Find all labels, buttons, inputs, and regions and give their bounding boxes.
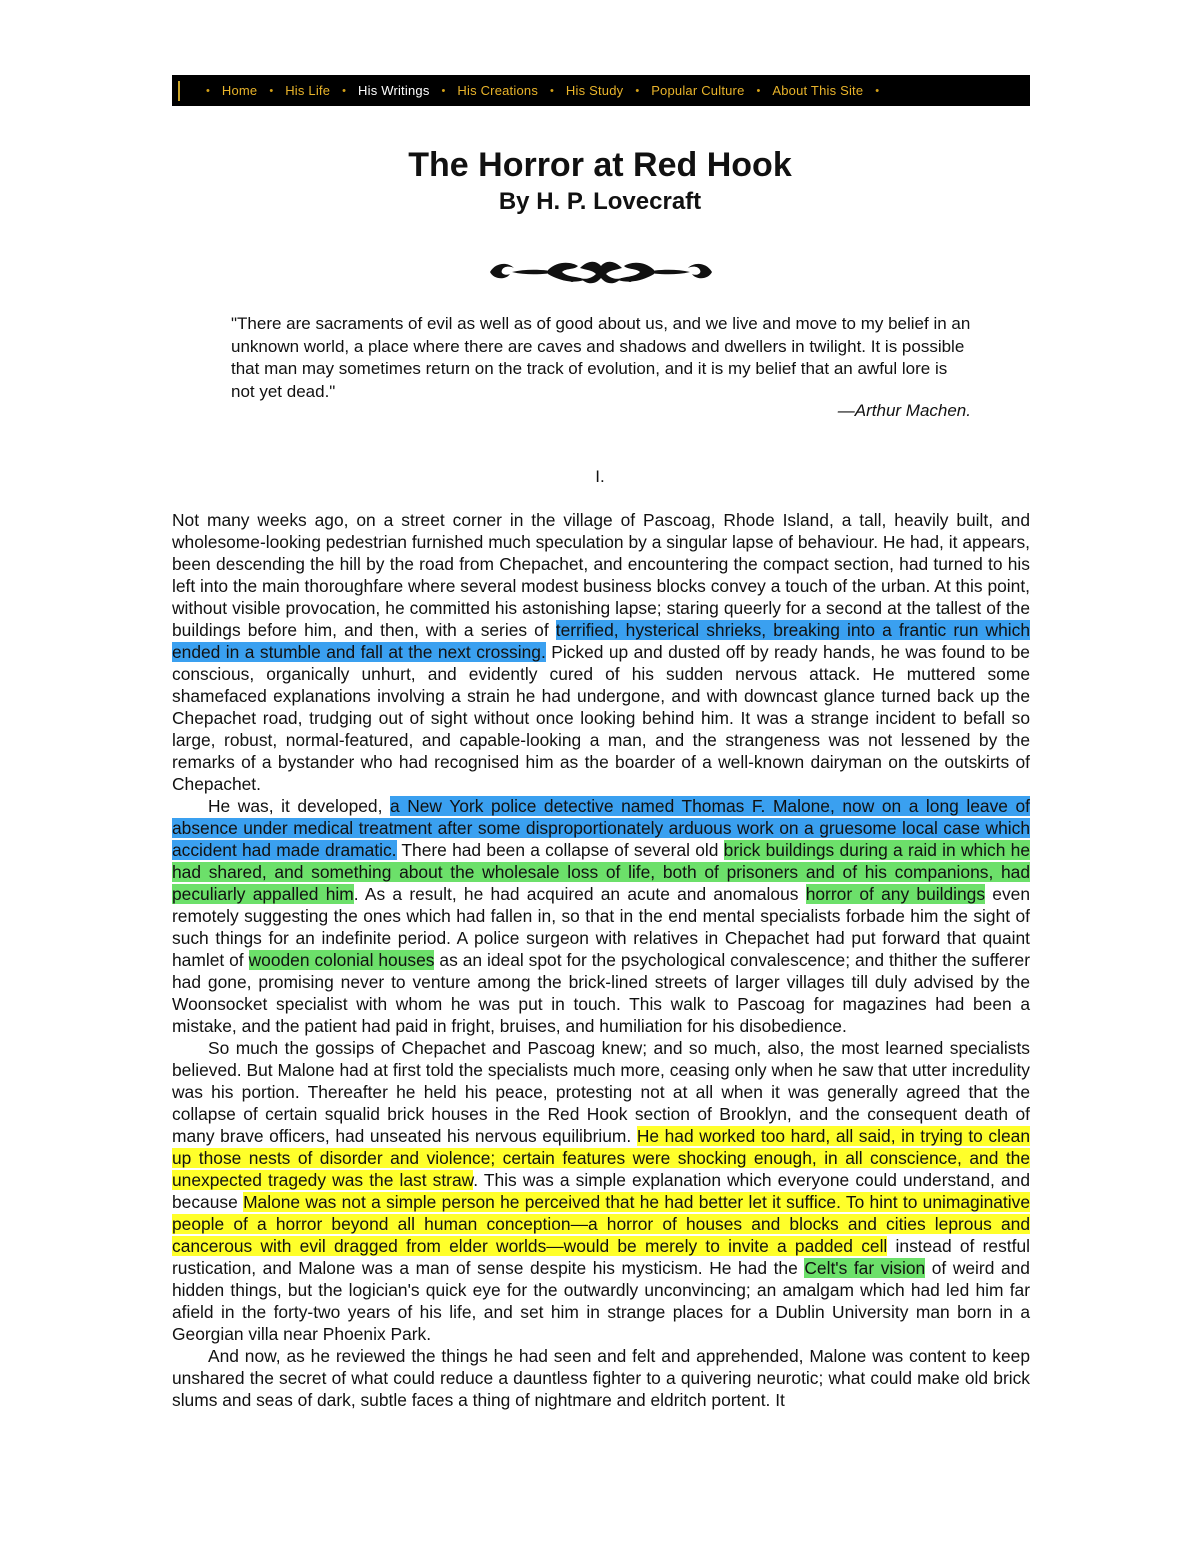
nav-separator: •	[635, 84, 640, 97]
epigraph-attribution: —Arthur Machen.	[837, 401, 971, 420]
highlighted-text: brick buildings during a raid in which he had shared, and something about the wholesale loss of life, both of prisoners and of his companions, had peculiarly appalled him	[172, 840, 1030, 904]
nav-link-his-study[interactable]: His Study	[565, 83, 624, 98]
nav-separator: •	[550, 84, 554, 97]
paragraph	[172, 1037, 1030, 1345]
highlighted-text: He had worked too hard, all said, in trying to clean up those nests of disorder and violence; certain features were shocking enough, in all conscience, and the unexpected tragedy was the last straw	[172, 1126, 1030, 1190]
nav-link-his-creations[interactable]: His Creations	[457, 83, 539, 98]
text-segment: So much the gossips of Chepachet and Pascoag knew; and so much, also, the most learned specialists believed. But Malone had at first told the specialists much more, ceasing only when he saw that utter incredulity was his portion. Thereafter he held his peace, protesting not at all when it was generally agreed that the collapse of certain squalid brick houses in the Red Hook section of Brooklyn, and the consequent death of many brave officers, had unseated his nervous equilibrium.	[172, 1038, 1030, 1146]
text-segment: . This was a simple explanation which everyone could understand, and because	[172, 1170, 1030, 1212]
story-body	[172, 509, 1030, 1411]
nav-separator: •	[342, 84, 347, 97]
nav-left-edge	[178, 81, 180, 101]
text-segment: There had been a collapse of several old	[396, 840, 724, 860]
highlighted-text: horror of any buildings	[805, 884, 986, 904]
text-segment: instead of restful rustication, and Malone was a man of sense despite his mysticism. He had the	[172, 1236, 1030, 1278]
text-segment: And now, as he reviewed the things he had seen and felt and apprehended, Malone was content to keep unshared the secret of what could reduce a dauntless fighter to a quivering neurotic; what could make old brick slums and seas of dark, subtle faces a thing of nightmare and eldritch portent. It	[172, 1346, 1030, 1410]
text-segment: . As a result, he had acquired an acute and anomalous	[353, 884, 806, 904]
highlighted-text: a New York police detective named Thomas F. Malone, now on a long leave of absence under medical treatment after some disproportionately arduous work on a gruesome local case which accident had made dramatic.	[172, 796, 1030, 860]
text-segment: as an ideal spot for the psychological convalescence; and thither the sufferer had gone, promising never to venture among the brick-lined streets of larger villages till duly advised by the Woonsocket specialist with whom he was put in touch. This walk to Pascoag for magazines had been a mistake, and the patient had paid in fright, bruises, and humiliation for his disobedience.	[172, 950, 1030, 1036]
text-segment: Picked up and dusted off by ready hands, he was found to be conscious, organically unhurt, and evidently cured of his sudden nervous attack. He muttered some shamefaced explanations involving a strain he had undergone, and with downcast glance turned back up the Chepachet road, trudging out of sight without once looking behind him. It was a strange incident to befall so large, robust, normal-featured, and capable-looking a man, and the strangeness was not lessened by the remarks of a bystander who had recognised him as the boarder of a well-known dairyman on the outskirts of Chepachet.	[172, 642, 1030, 794]
nav-link-his-writings[interactable]: His Writings	[358, 83, 430, 98]
highlighted-text: terrified, hysterical shrieks, breaking into a frantic run which ended in a stumble and fall at the next crossing.	[172, 620, 1031, 662]
nav-separator: •	[269, 84, 274, 97]
nav-link-about-this-site[interactable]: About This Site	[772, 83, 864, 98]
story-title: The Horror at Red Hook	[408, 146, 792, 184]
highlighted-text: Malone was not a simple person he perceived that he had better let it suffice. To hint to unimaginative people of a horror beyond all human conception—a horror of houses and blocks and cities leprous and cancerous with evil dragged from elder worlds—would be merely to invite a padded cell	[172, 1192, 1030, 1256]
epigraph-quote: "There are sacraments of evil as well as of good about us, and we live and move to my belief in an unknown world, a place where there are caves and shadows and dwellers in twilight. It is possible that man may sometimes return on the track of evolution, and it is my belief that an awful lore is not yet dead."	[231, 314, 971, 401]
highlighted-text: Celt's far vision	[804, 1258, 926, 1278]
nav-link-popular-culture[interactable]: Popular Culture	[651, 83, 745, 98]
nav-link-his-life[interactable]: His Life	[285, 83, 331, 98]
nav-separator: •	[875, 84, 880, 97]
nav-separator: •	[756, 84, 761, 97]
nav-link-home[interactable]: Home	[221, 83, 258, 98]
text-segment: of weird and hidden things, but the logician's quick eye for the outwardly unconvincing; an amalgam which had led him far afield in the forty-two years of his life, and set him in strange places for a Dublin University man born in a Georgian villa near Phoenix Park.	[172, 1258, 1030, 1344]
text-segment: even remotely suggesting the ones which had fallen in, so that in the end mental specialists forbade him the sight of such things for an indefinite period. A police surgeon with relatives in Chepachet had put forward that quaint hamlet of	[172, 884, 1031, 970]
paragraph	[172, 1345, 1030, 1411]
nav-separator: •	[441, 84, 446, 97]
highlighted-text: wooden colonial houses	[248, 950, 435, 970]
chapter-heading: I.	[595, 467, 605, 486]
site-navigation-bar	[172, 75, 1030, 106]
story-author: By H. P. Lovecraft	[498, 188, 702, 215]
text-segment: Not many weeks ago, on a street corner in the village of Pascoag, Rhode Island, a tall, heavily built, and wholesome-looking pedestrian furnished much speculation by a singular lapse of behaviour. He had, it appears, been descending the hill by the road from Chepachet, and encountering the compact section, had turned to his left into the main thoroughfare where several modest business blocks convey a touch of the urban. At this point, without visible provocation, he committed his astonishing lapse; staring queerly for a second at the tallest of the buildings before him, and then, with a series of	[172, 510, 1030, 640]
nav-separator: •	[206, 84, 210, 97]
paragraph	[172, 795, 1030, 1037]
paragraph	[172, 509, 1030, 795]
text-segment: He was, it developed,	[208, 796, 390, 816]
decorative-ornament-icon	[488, 258, 714, 286]
